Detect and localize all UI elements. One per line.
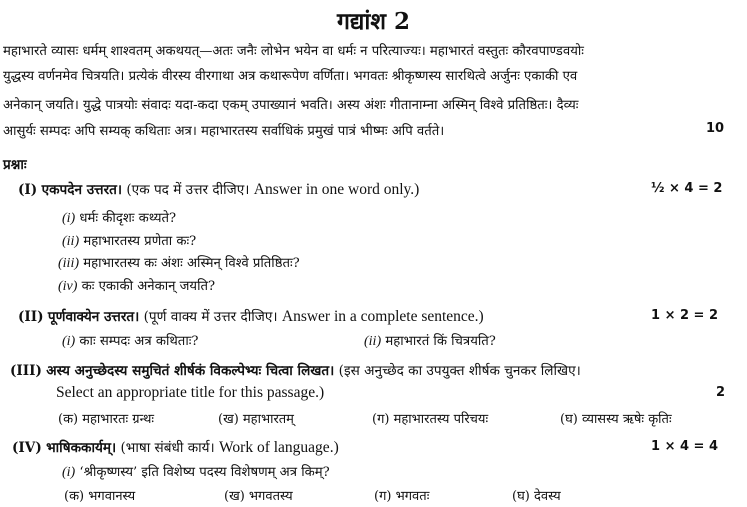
question-hindi: (एक पद में उत्तर दीजिए। <box>126 182 250 198</box>
question-3-heading <box>10 360 581 379</box>
question-2-marks: 1 × 2 = 2 <box>651 308 719 323</box>
passage-line: युद्धस्य वर्णनमेव चित्रयति। प्रत्येकं वीरस्य वीरगाथा अत्र कथारूपेण वर्णिता। भगवतः श्रीकृष्णस्य सारथित्वे अर्जुनः एकाकी एव <box>3 69 578 84</box>
sub-question <box>364 331 496 350</box>
passage-line: अनेकान् जयति। युद्धे पात्रयोः संवादः यदा-कदा एकम् उपाख्यानं भवति। अस्य अंशः गीतानाम्ना अस्मिन् विश्वे प्रतिष्ठितः। दैव्यः <box>3 98 579 113</box>
sub-question-text: ‘श्रीकृष्णस्य’ इति विशेष्य पदस्य विशेषणम् अत्र किम्? <box>79 465 330 480</box>
option: (क) भगवानस्य <box>64 489 136 504</box>
option: (क) महाभारतः ग्रन्थः <box>58 412 155 427</box>
question-heading: भाषिककार्यम्। <box>46 440 117 456</box>
question-heading: पूर्णवाक्येन उत्तरत। <box>47 309 140 325</box>
sub-question-text: महाभारतस्य प्रणेता कः? <box>83 234 197 249</box>
sub-question-number: (ii) <box>62 234 80 249</box>
sub-question <box>58 276 215 295</box>
sub-question-text: धर्मः कीदृशः कथ्यते? <box>79 211 177 226</box>
sub-question-number: (i) <box>62 465 76 480</box>
question-1-heading <box>18 179 419 199</box>
sub-question <box>62 462 330 481</box>
question-3-marks: 2 <box>716 385 726 400</box>
sub-question-number: (ii) <box>364 334 382 349</box>
question-2-heading <box>18 306 484 326</box>
passage-marks: 10 <box>706 121 725 136</box>
sub-question <box>62 331 198 350</box>
option: (ग) भगवतः <box>374 489 430 504</box>
option: (घ) देवस्य <box>512 489 561 504</box>
sub-question <box>58 253 300 272</box>
question-number: (II) <box>18 309 44 325</box>
option: (घ) व्यासस्य ऋषेः कृतिः <box>560 412 672 427</box>
sub-question-number: (i) <box>62 211 76 226</box>
sub-question <box>62 208 176 227</box>
question-english: Select an appropriate title for this passage.) <box>56 384 325 401</box>
sub-question-text: कः एकाकी अनेकान् जयति? <box>81 279 216 294</box>
sub-question-text: काः सम्पदः अत्र कथिताः? <box>79 334 199 349</box>
question-heading: अस्य अनुच्छेदस्य समुचितं शीर्षकं विकल्पेभ्यः चित्वा लिखत। <box>46 363 335 379</box>
question-number: (III) <box>10 363 42 379</box>
sub-question-number: (i) <box>62 334 76 349</box>
questions-label: प्रश्नाः <box>3 157 27 173</box>
passage-line: आसुर्यः सम्पदः अपि सम्यक् कथिताः अत्र। महाभारतस्य सर्वाधिकं प्रमुखं पात्रं भीष्मः अपि वर्तते। <box>3 124 445 139</box>
option: (ख) भगवतस्य <box>224 489 293 504</box>
question-english: Answer in a complete sentence.) <box>281 308 484 325</box>
question-english: Answer in one word only.) <box>253 181 420 198</box>
sub-question-text: महाभारतस्य कः अंशः अस्मिन् विश्वे प्रतिष्ठितः? <box>83 256 300 271</box>
question-number: (IV) <box>12 440 42 456</box>
passage-line: महाभारते व्यासः धर्मम् शाश्वतम् अकथयत्—अतः जनैः लोभेन भयेन वा धर्मः न परित्याज्यः। महाभारतं वस्तुतः कौरवपाण्डवयोः <box>3 44 584 59</box>
question-4-heading <box>12 437 339 457</box>
sub-question <box>62 231 196 250</box>
sub-question-number: (iii) <box>58 256 79 271</box>
question-english: Work of language.) <box>219 439 339 456</box>
question-4-marks: 1 × 4 = 4 <box>651 439 719 454</box>
question-hindi: (पूर्ण वाक्य में उत्तर दीजिए। <box>143 309 278 325</box>
page-title: गद्यांश 2 <box>336 8 411 35</box>
sub-question-text: महाभारतं किं चित्रयति? <box>385 334 496 349</box>
question-hindi: (भाषा संबंधी कार्य। <box>120 440 215 456</box>
option: (ग) महाभारतस्य परिचयः <box>372 412 489 427</box>
sub-question-number: (iv) <box>58 279 78 294</box>
question-1-marks: ½ × 4 = 2 <box>651 181 723 196</box>
question-hindi: (इस अनुच्छेद का उपयुक्त शीर्षक चुनकर लिखिए। <box>338 363 581 379</box>
option: (ख) महाभारतम् <box>218 412 294 427</box>
question-heading: एकपदेन उत्तरत। <box>41 182 123 198</box>
question-number: (I) <box>18 182 38 198</box>
